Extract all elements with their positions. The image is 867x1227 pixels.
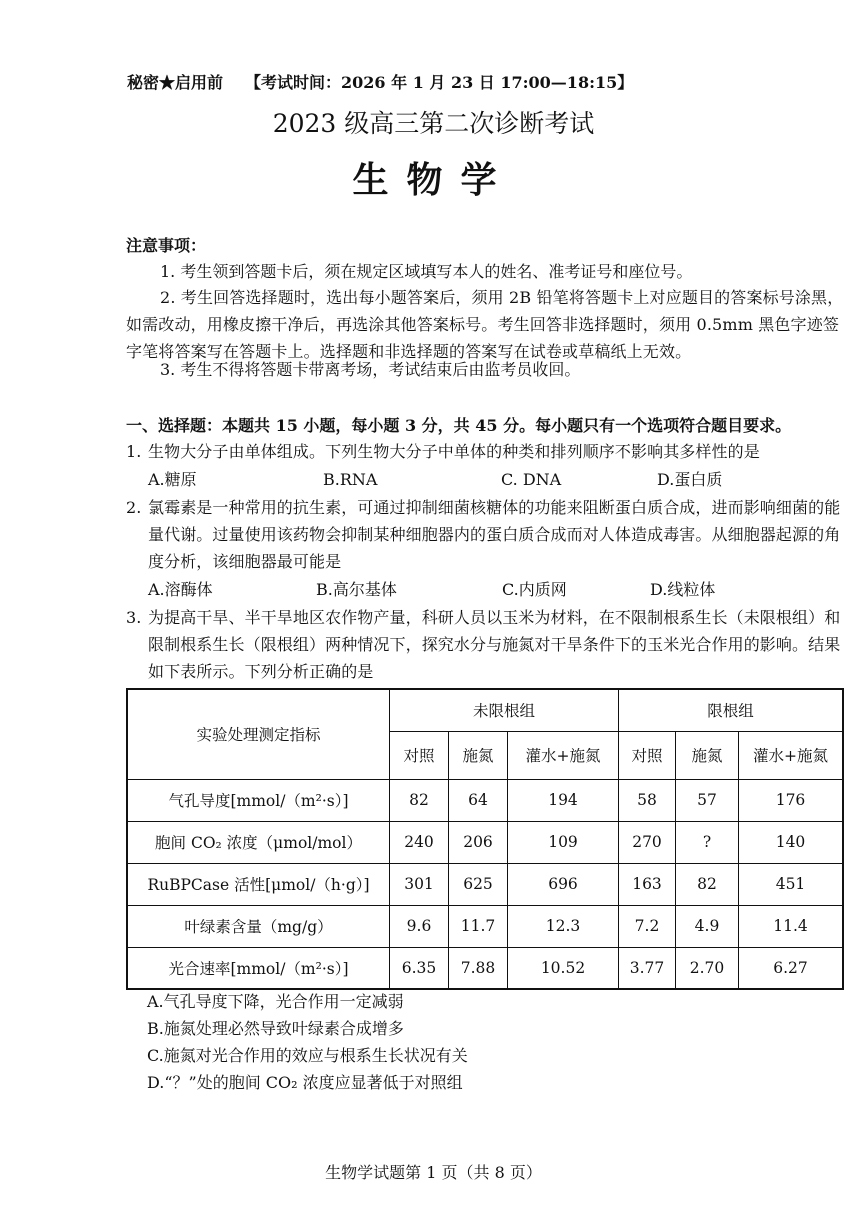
- cell: 57: [676, 779, 739, 821]
- row-label: RuBPCase 活性[μmol/（h·g）]: [127, 863, 390, 905]
- cell: 109: [508, 821, 619, 863]
- cell: 6.27: [739, 947, 844, 989]
- cell: 206: [449, 821, 508, 863]
- option-c[interactable]: C.内质网: [502, 580, 567, 599]
- question-3-option-d[interactable]: D.“？”处的胞间 CO₂ 浓度应显著低于对照组: [147, 1073, 463, 1092]
- cell: 58: [619, 779, 676, 821]
- cell: 7.88: [449, 947, 508, 989]
- question-1-options: [148, 466, 722, 493]
- cell: 140: [739, 821, 844, 863]
- question-2: [126, 494, 844, 575]
- confidential-label: 秘密★启用前: [127, 73, 224, 92]
- subheader: 对照: [619, 731, 676, 779]
- question-3: [126, 604, 844, 685]
- subheader: 对照: [390, 731, 449, 779]
- option-c[interactable]: C. DNA: [501, 470, 562, 489]
- cell: 6.35: [390, 947, 449, 989]
- data-table: [126, 688, 844, 990]
- cell: 3.77: [619, 947, 676, 989]
- question-number: 2.: [126, 498, 142, 517]
- cell: 64: [449, 779, 508, 821]
- subheader: 灌水+施氮: [739, 731, 844, 779]
- cell: 451: [739, 863, 844, 905]
- cell: 82: [676, 863, 739, 905]
- question-2-options: [148, 576, 715, 603]
- question-stem: 生物大分子由单体组成。下列生物大分子中单体的种类和排列顺序不影响其多样性的是: [148, 442, 760, 461]
- question-3-option-c[interactable]: C.施氮对光合作用的效应与根系生长状况有关: [147, 1046, 468, 1065]
- subheader: 施氮: [449, 731, 508, 779]
- notice-heading: 注意事项：: [126, 236, 207, 255]
- group-header-restricted: 限根组: [619, 689, 844, 731]
- question-stem: 为提高干旱、半干旱地区农作物产量，科研人员以玉米为材料，在不限制根系生长（未限根组）和限制根系生长（限根组）两种情况下，探究水分与施氮对干旱条件下的玉米光合作用的影响。结果如下表所示。下列分析正确的是: [148, 608, 841, 681]
- exam-title: 2023 级高三第二次诊断考试: [272, 109, 595, 138]
- cell: 696: [508, 863, 619, 905]
- notice-item-1: 1. 考生领到答题卡后，须在规定区域填写本人的姓名、准考证号和座位号。: [160, 262, 693, 281]
- section-heading: 一、选择题：本题共 15 小题，每小题 3 分，共 45 分。每小题只有一个选项符合题目要求。: [126, 416, 792, 435]
- question-number: 3.: [126, 608, 142, 627]
- cell: 2.70: [676, 947, 739, 989]
- table-corner-header: 实验处理测定指标: [127, 689, 390, 779]
- cell: 625: [449, 863, 508, 905]
- table-row: [127, 863, 843, 905]
- cell: 240: [390, 821, 449, 863]
- option-b[interactable]: B.RNA: [323, 470, 378, 489]
- table-row: [127, 905, 843, 947]
- row-label: 气孔导度[mmol/（m²·s）]: [127, 779, 390, 821]
- notice-item-3: 3. 考生不得将答题卡带离考场，考试结束后由监考员收回。: [160, 360, 581, 379]
- group-header-unrestricted: 未限根组: [390, 689, 619, 731]
- cell: ?: [676, 821, 739, 863]
- table-row: [127, 947, 843, 989]
- cell: 9.6: [390, 905, 449, 947]
- row-label: 光合速率[mmol/（m²·s）]: [127, 947, 390, 989]
- page-footer: 生物学试题第 1 页（共 8 页）: [325, 1163, 542, 1182]
- option-b[interactable]: B.高尔基体: [316, 580, 397, 599]
- row-label: 叶绿素含量（mg/g）: [127, 905, 390, 947]
- question-1: [126, 438, 844, 465]
- notice-item-2: 2. 考生回答选择题时，选出每小题答案后，须用 2B 铅笔将答题卡上对应题目的答案标号涂黑，如需改动，用橡皮擦干净后，再选涂其他答案标号。考生回答非选择题时，须用 0.5mm 黑色字迹签字笔将答案写在答题卡上。选择题和非选择题的答案写在试卷或草稿纸上无效。: [126, 288, 844, 361]
- question-3-option-a[interactable]: A.气孔导度下降，光合作用一定减弱: [147, 992, 404, 1011]
- cell: 4.9: [676, 905, 739, 947]
- option-a[interactable]: A.溶酶体: [148, 580, 213, 599]
- subheader: 灌水+施氮: [508, 731, 619, 779]
- question-3-option-b[interactable]: B.施氮处理必然导致叶绿素合成增多: [147, 1019, 404, 1038]
- table-row: [127, 779, 843, 821]
- option-d[interactable]: D.蛋白质: [657, 470, 723, 489]
- row-label: 胞间 CO₂ 浓度（μmol/mol）: [127, 821, 390, 863]
- cell: 194: [508, 779, 619, 821]
- cell: 82: [390, 779, 449, 821]
- cell: 12.3: [508, 905, 619, 947]
- cell: 163: [619, 863, 676, 905]
- subheader: 施氮: [676, 731, 739, 779]
- cell: 270: [619, 821, 676, 863]
- question-number: 1.: [126, 442, 142, 461]
- cell: 176: [739, 779, 844, 821]
- cell: 11.4: [739, 905, 844, 947]
- cell: 7.2: [619, 905, 676, 947]
- cell: 10.52: [508, 947, 619, 989]
- option-a[interactable]: A.糖原: [148, 470, 197, 489]
- cell: 301: [390, 863, 449, 905]
- question-stem: 氯霉素是一种常用的抗生素，可通过抑制细菌核糖体的功能来阻断蛋白质合成，进而影响细菌的能量代谢。过量使用该药物会抑制某种细胞器内的蛋白质合成而对人体造成毒害。从细胞器起源的角度分析，该细胞器最可能是: [148, 498, 841, 571]
- exam-time: 【考试时间：2026 年 1 月 23 日 17:00—18:15】: [245, 73, 634, 92]
- table-row: [127, 821, 843, 863]
- cell: 11.7: [449, 905, 508, 947]
- subject-title: 生物学: [352, 159, 515, 201]
- exam-header: [127, 70, 633, 93]
- option-d[interactable]: D.线粒体: [650, 580, 716, 599]
